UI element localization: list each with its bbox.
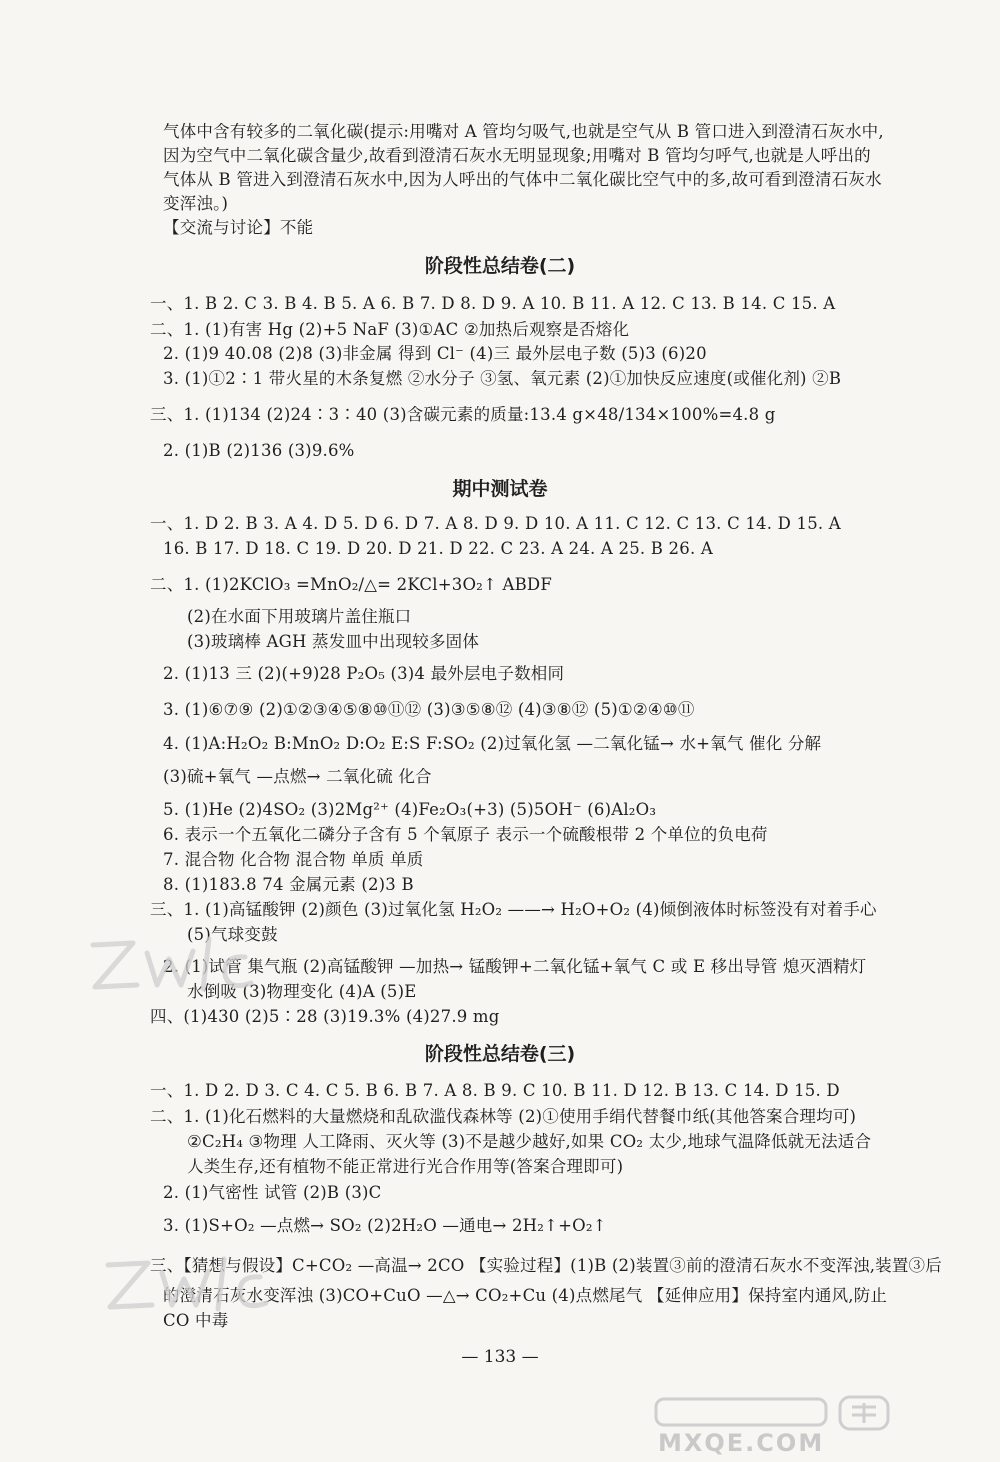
s2-line-2: 16. B 17. D 18. C 19. D 20. D 21. D 22. C 23. A 24. A 25. B 26. A [163, 539, 713, 558]
s3-line-5: 2. (1)气密性 试管 (2)B (3)C [163, 1183, 382, 1202]
intro-line-4: 变浑浊。) [163, 194, 229, 213]
s2-line-3: 二、1. (1)2KClO₃ =MnO₂/△= 2KCl+3O₂↑ ABDF [150, 575, 552, 594]
s1-line-4: 3. (1)①2∶1 带火星的木条复燃 ②水分子 ③氢、氧元素 (2)①加快反应速度(或催化剂) ②B [163, 369, 842, 388]
intro-line-3: 气体从 B 管进入到澄清石灰水中,因为人呼出的气体中二氧化碳比空气中的多,故可看到澄清石灰水 [163, 170, 882, 189]
s3-line-6: 3. (1)S+O₂ —点燃→ SO₂ (2)2H₂O —通电→ 2H₂↑+O₂↑ [163, 1216, 607, 1235]
s3-line-3: ②C₂H₄ ③物理 人工降雨、灭火等 (3)不是越少越好,如果 CO₂ 太少,地球气温降低就无法适合 [187, 1132, 872, 1151]
s2-line-11: 6. 表示一个五氧化二磷分子含有 5 个氧原子 表示一个硫酸根带 2 个单位的负电荷 [163, 825, 768, 844]
site-watermark [650, 1395, 990, 1457]
s2-line-16: 2. (1)试管 集气瓶 (2)高锰酸钾 —加热→ 锰酸钾+二氧化锰+氧气 C 或 E 移出导管 熄灭酒精灯 [163, 957, 867, 976]
intro-line-1: 气体中含有较多的二氧化碳(提示:用嘴对 A 管均匀吸气,也就是空气从 B 管口进入到澄清石灰水中, [163, 122, 884, 141]
s1-line-1: 一、1. B 2. C 3. B 4. B 5. A 6. B 7. D 8. D 9. A 10. B 11. A 12. C 13. B 14. C 15. A [150, 294, 836, 313]
s2-line-7: 3. (1)⑥⑦⑨ (2)①②③④⑤⑧⑩⑪⑫ (3)③⑤⑧⑫ (4)③⑧⑫ (5)①②④⑩⑪ [163, 700, 695, 719]
s3-line-9: CO 中毒 [163, 1311, 229, 1330]
s1-line-3: 2. (1)9 40.08 (2)8 (3)非金属 得到 Cl⁻ (4)三 最外层电子数 (5)3 (6)20 [163, 344, 707, 363]
s3-line-8: 的澄清石灰水变浑浊 (3)CO+CuO —△→ CO₂+Cu (4)点燃尾气 【延伸应用】保持室内通风,防止 [163, 1286, 888, 1305]
s2-line-13: 8. (1)183.8 74 金属元素 (2)3 B [163, 875, 414, 894]
s2-line-5: (3)玻璃棒 AGH 蒸发皿中出现较多固体 [187, 632, 480, 651]
s1-line-5: 三、1. (1)134 (2)24∶3∶40 (3)含碳元素的质量:13.4 g×48/134×100%=4.8 g [150, 405, 776, 424]
section-title-2: 期中测试卷 [452, 478, 548, 500]
intro-line-2: 因为空气中二氧化碳含量少,故看到澄清石灰水无明显现象;用嘴对 B 管均匀呼气,也就是人呼出的 [163, 146, 871, 165]
s2-line-1: 一、1. D 2. B 3. A 4. D 5. D 6. D 7. A 8. D 9. D 10. A 11. C 12. C 13. C 14. D 15. A [150, 514, 841, 533]
s2-line-9: (3)硫+氧气 —点燃→ 二氧化硫 化合 [163, 767, 432, 786]
s1-line-6: 2. (1)B (2)136 (3)9.6% [163, 441, 355, 460]
section-title-3: 阶段性总结卷(三) [424, 1043, 576, 1065]
section-title-1: 阶段性总结卷(二) [424, 255, 576, 277]
s2-line-12: 7. 混合物 化合物 混合物 单质 单质 [163, 850, 424, 869]
s1-line-2: 二、1. (1)有害 Hg (2)+5 NaF (3)①AC ②加热后观察是否熔化 [150, 320, 630, 339]
watermark-text: MXQE.COM [658, 1429, 825, 1457]
s2-line-18: 四、(1)430 (2)5∶28 (3)19.3% (4)27.9 mg [150, 1007, 500, 1026]
s2-line-6: 2. (1)13 三 (2)(+9)28 P₂O₅ (3)4 最外层电子数相同 [163, 664, 565, 683]
intro-line-5: 【交流与讨论】不能 [163, 218, 314, 237]
s3-line-2: 二、1. (1)化石燃料的大量燃烧和乱砍滥伐森林等 (2)①使用手绢代替餐巾纸(其他答案合理均可) [150, 1107, 857, 1126]
zw-watermark-1 [85, 925, 275, 1005]
s2-line-15: (5)气球变鼓 [187, 925, 278, 944]
s3-line-1: 一、1. D 2. D 3. C 4. C 5. B 6. B 7. A 8. B 9. C 10. B 11. D 12. B 13. C 14. D 15. D [150, 1081, 840, 1100]
s2-line-17: 水倒吸 (3)物理变化 (4)A (5)E [187, 982, 417, 1001]
s2-line-8: 4. (1)A:H₂O₂ B:MnO₂ D:O₂ E:S F:SO₂ (2)过氧化氢 —二氧化锰→ 水+氧气 催化 分解 [163, 734, 822, 753]
s3-line-4: 人类生存,还有植物不能正常进行光合作用等(答案合理即可) [187, 1157, 624, 1176]
s2-line-4: (2)在水面下用玻璃片盖住瓶口 [187, 607, 412, 626]
page-number: — 133 — [461, 1347, 539, 1367]
s2-line-10: 5. (1)He (2)4SO₂ (3)2Mg²⁺ (4)Fe₂O₃(+3) (5)5OH⁻ (6)Al₂O₃ [163, 800, 657, 819]
zw-watermark-2 [100, 1245, 290, 1325]
s2-line-14: 三、1. (1)高锰酸钾 (2)颜色 (3)过氧化氢 H₂O₂ ——→ H₂O+O₂ (4)倾倒液体时标签没有对着手心 [150, 900, 877, 919]
s3-line-7: 三、【猜想与假设】C+CO₂ —高温→ 2CO 【实验过程】(1)B (2)装置③前的澄清石灰水不变浑浊,装置③后 [150, 1256, 942, 1275]
